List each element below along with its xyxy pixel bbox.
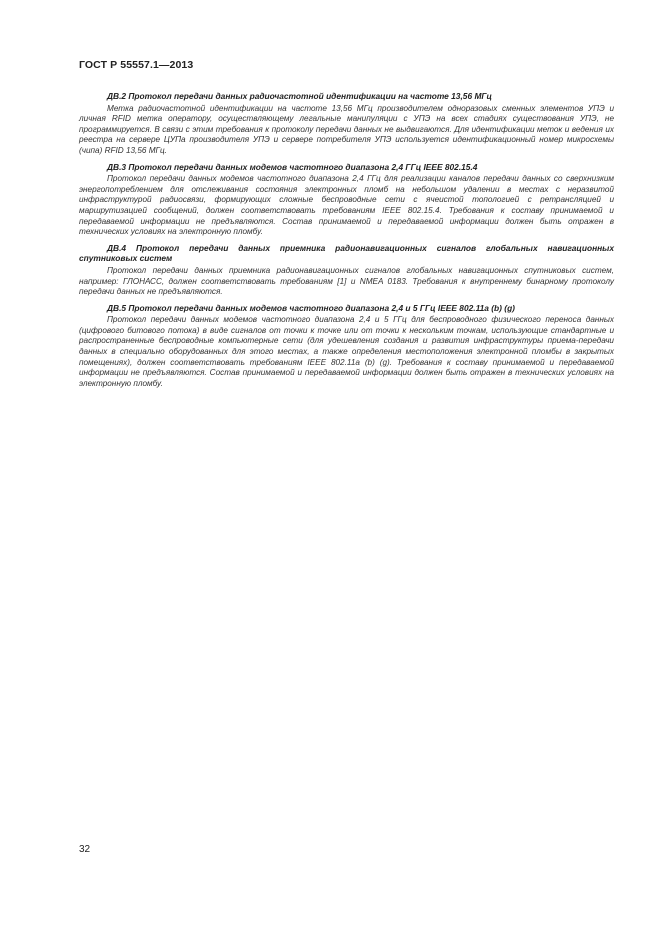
section-title: ДВ.2 Протокол передачи данных радиочастотной идентификации на частоте 13,56 МГц xyxy=(107,91,492,101)
section-title: ДВ.3 Протокол передачи данных модемов частотного диапазона 2,4 ГГц IEEE 802.15.4 xyxy=(107,161,478,172)
section-title: ДВ.5 Протокол передачи данных модемов частотного диапазона 2,4 и 5 ГГц IEEE 802.11a (b) (g) xyxy=(107,302,515,313)
section-body: Протокол передачи данных приемника радионавигационных сигналов глобальных навигационных спутниковых систем, например: ГЛОНАСС, должен соответствовать требованиям [1] и NMEA 0183. Требования к внутреннему бинарному протоколу передачи данных не предъявляются. xyxy=(79,265,614,297)
section-title: ДВ.4 Протокол передачи данных приемника радионавигационных сигналов глобальных навигационных спутниковых систем xyxy=(79,242,614,264)
section-dv2 xyxy=(79,91,614,157)
section-body: Метка радиочастотной идентификации на частоте 13,56 МГц производителем одноразовых сменных элементов УПЭ и личная RFID метка оператору, осуществляющему легальные манипуляции с УПЭ на всех стадиях существования УПЭ, не программируется. В связи с этим требования к протоколу передачи данных не выдвигаются. Для идентификации меток и ведения их реестра на сервере ЦУПа производителя УПЭ и сервере потребителя УПЭ используется идентификационный номер микросхемы (чипа) RFID 13,56 МГц. xyxy=(79,103,614,155)
document-content xyxy=(79,91,614,394)
section-dv4 xyxy=(79,243,614,298)
section-dv5 xyxy=(79,303,614,390)
page-number: 32 xyxy=(79,844,91,855)
standard-header: ГОСТ Р 55557.1—2013 xyxy=(79,59,194,71)
section-body: Протокол передачи данных модемов частотного диапазона 2,4 ГГц для реализации каналов передачи данных со сверхнизким энергопотреблением для отслеживания состояния электронных пломб на небольшом удалении в местах с неразвитой инфраструктурой радиосвязи, формирующих сложные беспроводные сети с ячеистой топологией с ретрансляцией и маршрутизацией сообщений, должен соответствовать требованиям IEEE 802.15.4. Требования к составу принимаемой и передаваемой информации не предъявляются. Состав принимаемой и передаваемой информации должен быть отражен в технических условиях на электронную пломбу. xyxy=(79,174,614,237)
section-dv3 xyxy=(79,162,614,238)
section-body: Протокол передачи данных модемов частотного диапазона 2,4 и 5 ГГц для беспроводного физического переноса данных (цифрового битового потока) в виде сигналов от точки к точке или от точки к нескольким точкам, использующие стандартные и распространенные беспроводные компьютерные сети (для удешевления создания и развития инфраструктуры приема-передачи данных в специально оборудованных для этого местах, а также определения местоположения электронной пломбы в закрытых помещениях), должен соответствовать требованиям IEEE 802.11a (b) (g). Требования к составу принимаемой и передаваемой информации не предъявляются. Состав принимаемой и передаваемой информации должен быть отражен в технических условиях на электронную пломбу. xyxy=(79,315,614,388)
